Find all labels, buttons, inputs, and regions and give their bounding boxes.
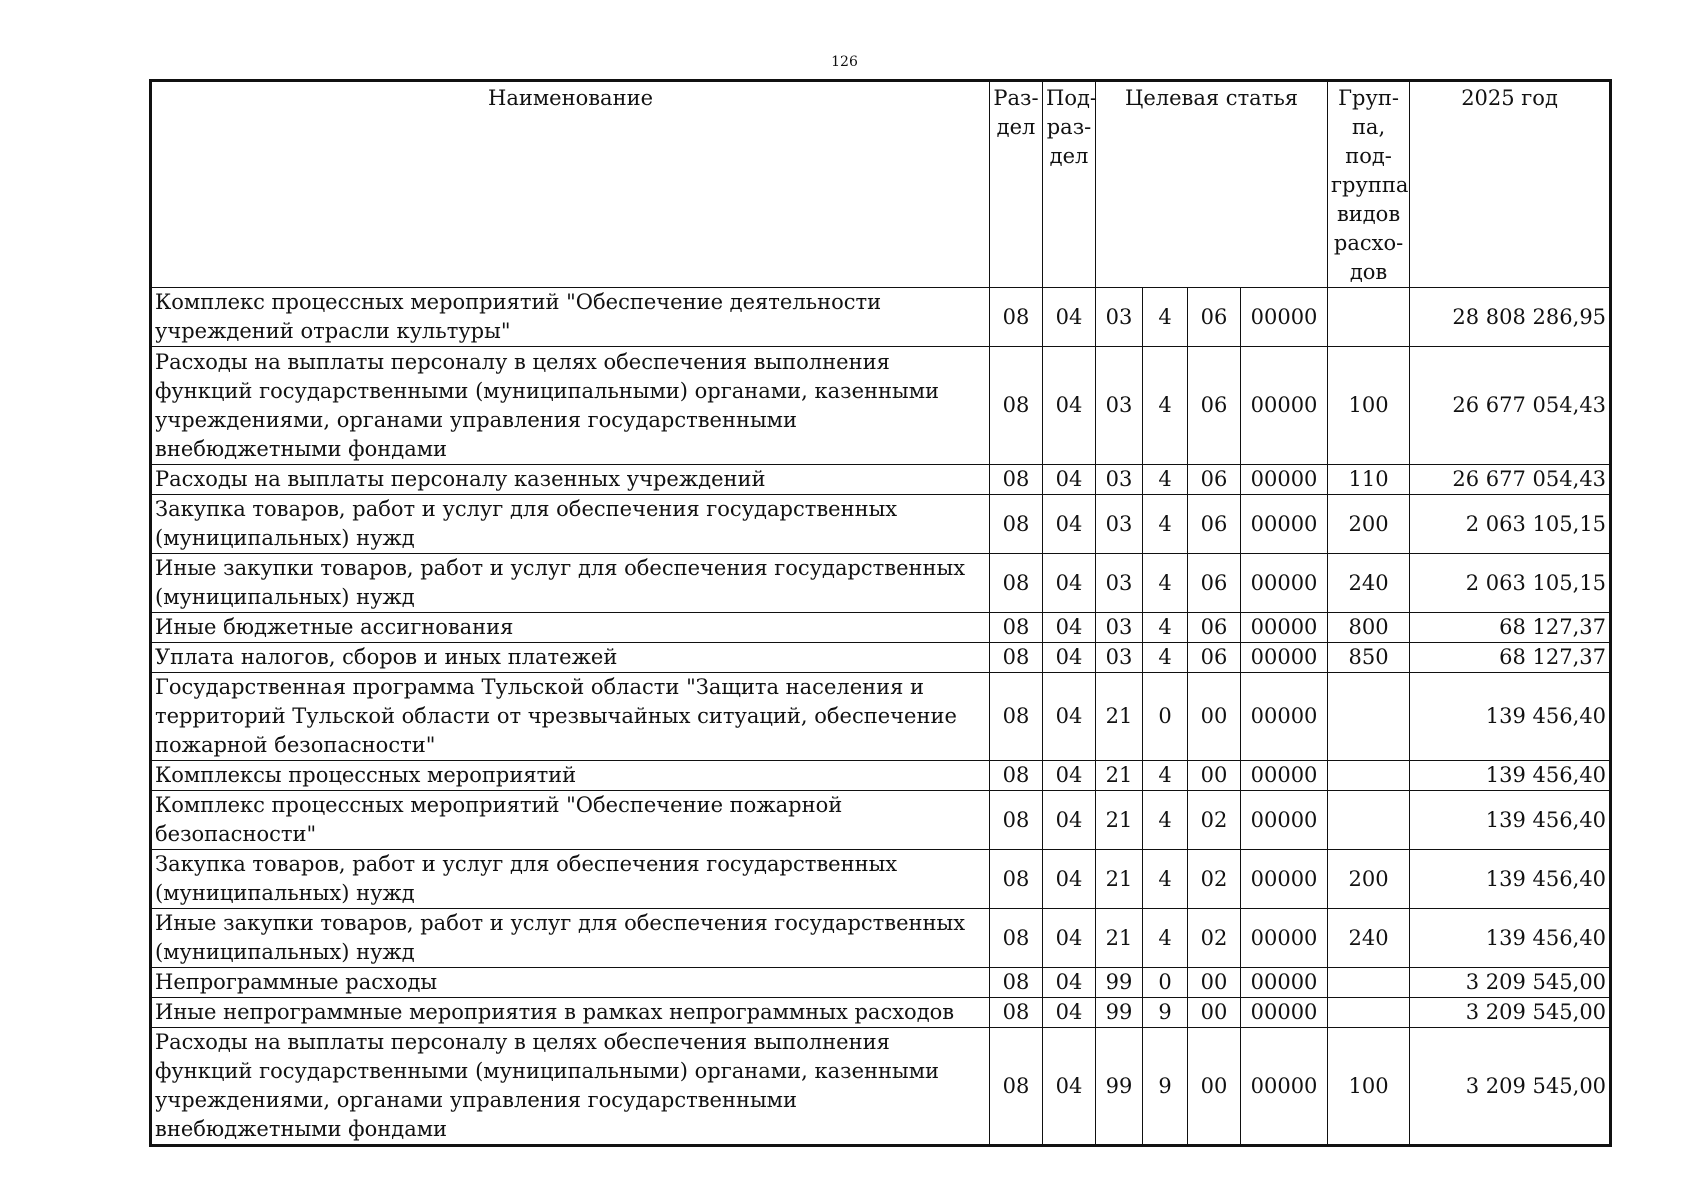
row-expense-group-cell	[1328, 968, 1410, 998]
row-target-direction-cell: 06	[1188, 643, 1241, 673]
row-target-type-cell: 4	[1143, 288, 1188, 347]
row-target-program-cell: 21	[1096, 791, 1143, 850]
row-target-type-cell: 4	[1143, 465, 1188, 495]
row-target-program-cell: 03	[1096, 347, 1143, 465]
row-target-type-cell: 4	[1143, 347, 1188, 465]
row-expense-group-cell: 200	[1328, 850, 1410, 909]
row-target-type-cell: 4	[1143, 761, 1188, 791]
table-row	[151, 643, 1611, 673]
row-target-program-cell: 03	[1096, 495, 1143, 554]
row-target-program-cell: 03	[1096, 288, 1143, 347]
row-target-type-cell: 9	[1143, 998, 1188, 1028]
row-expense-group-cell: 850	[1328, 643, 1410, 673]
row-section-cell: 08	[990, 761, 1043, 791]
row-section-cell: 08	[990, 495, 1043, 554]
table-row	[151, 761, 1611, 791]
table-row	[151, 791, 1611, 850]
row-section-cell: 08	[990, 554, 1043, 613]
row-target-program-cell: 99	[1096, 1028, 1143, 1146]
row-target-direction-cell: 02	[1188, 791, 1241, 850]
row-section-cell: 08	[990, 347, 1043, 465]
row-expense-group-cell	[1328, 288, 1410, 347]
row-section-cell: 08	[990, 288, 1043, 347]
row-target-type-cell: 4	[1143, 495, 1188, 554]
row-name-cell: Комплекс процессных мероприятий "Обеспечение деятельности учреждений отрасли культуры"	[151, 288, 990, 347]
row-target-code-cell: 00000	[1241, 998, 1328, 1028]
row-expense-group-cell: 240	[1328, 554, 1410, 613]
row-target-code-cell: 00000	[1241, 643, 1328, 673]
row-name-cell: Комплексы процессных мероприятий	[151, 761, 990, 791]
row-target-direction-cell: 06	[1188, 347, 1241, 465]
row-target-type-cell: 4	[1143, 791, 1188, 850]
row-amount-cell: 2 063 105,15	[1410, 554, 1611, 613]
row-amount-cell: 139 456,40	[1410, 791, 1611, 850]
row-target-program-cell: 21	[1096, 761, 1143, 791]
row-target-type-cell: 9	[1143, 1028, 1188, 1146]
row-target-code-cell: 00000	[1241, 554, 1328, 613]
row-amount-cell: 139 456,40	[1410, 673, 1611, 761]
table-row	[151, 613, 1611, 643]
row-target-program-cell: 21	[1096, 909, 1143, 968]
row-target-code-cell: 00000	[1241, 495, 1328, 554]
row-name-cell: Расходы на выплаты персоналу в целях обеспечения выполнения функций государственными (муниципальными) органами, казенными учреждениями, органами управления государственными внебюджетными фондами	[151, 1028, 990, 1146]
row-name-cell: Расходы на выплаты персоналу казенных учреждений	[151, 465, 990, 495]
row-section-cell: 08	[990, 998, 1043, 1028]
row-target-direction-cell: 02	[1188, 850, 1241, 909]
row-target-type-cell: 4	[1143, 554, 1188, 613]
row-subsection-cell: 04	[1043, 613, 1096, 643]
table-row	[151, 850, 1611, 909]
header-year: 2025 год	[1410, 81, 1611, 288]
table-row	[151, 347, 1611, 465]
row-target-code-cell: 00000	[1241, 465, 1328, 495]
row-target-type-cell: 4	[1143, 643, 1188, 673]
row-name-cell: Иные непрограммные мероприятия в рамках непрограммных расходов	[151, 998, 990, 1028]
row-expense-group-cell: 800	[1328, 613, 1410, 643]
row-target-direction-cell: 06	[1188, 554, 1241, 613]
row-amount-cell: 139 456,40	[1410, 761, 1611, 791]
row-subsection-cell: 04	[1043, 465, 1096, 495]
table-row	[151, 288, 1611, 347]
row-expense-group-cell: 100	[1328, 347, 1410, 465]
row-subsection-cell: 04	[1043, 761, 1096, 791]
table-row	[151, 554, 1611, 613]
row-expense-group-cell	[1328, 791, 1410, 850]
row-subsection-cell: 04	[1043, 1028, 1096, 1146]
row-target-direction-cell: 02	[1188, 909, 1241, 968]
row-target-direction-cell: 00	[1188, 761, 1241, 791]
row-target-code-cell: 00000	[1241, 613, 1328, 643]
header-expense-group: Груп- па, под- группа видов расхо- дов	[1328, 81, 1410, 288]
row-name-cell: Комплекс процессных мероприятий "Обеспечение пожарной безопасности"	[151, 791, 990, 850]
row-section-cell: 08	[990, 1028, 1043, 1146]
row-subsection-cell: 04	[1043, 998, 1096, 1028]
row-target-direction-cell: 06	[1188, 613, 1241, 643]
row-subsection-cell: 04	[1043, 968, 1096, 998]
row-expense-group-cell	[1328, 761, 1410, 791]
row-name-cell: Уплата налогов, сборов и иных платежей	[151, 643, 990, 673]
budget-table	[149, 79, 1612, 1147]
row-section-cell: 08	[990, 465, 1043, 495]
row-target-code-cell: 00000	[1241, 288, 1328, 347]
row-target-program-cell: 21	[1096, 850, 1143, 909]
row-section-cell: 08	[990, 909, 1043, 968]
row-target-program-cell: 03	[1096, 554, 1143, 613]
row-name-cell: Расходы на выплаты персоналу в целях обеспечения выполнения функций государственными (муниципальными) органами, казенными учреждениями, органами управления государственными внебюджетными фондами	[151, 347, 990, 465]
row-target-program-cell: 03	[1096, 613, 1143, 643]
row-target-program-cell: 99	[1096, 968, 1143, 998]
row-amount-cell: 2 063 105,15	[1410, 495, 1611, 554]
row-target-direction-cell: 00	[1188, 968, 1241, 998]
row-target-direction-cell: 00	[1188, 998, 1241, 1028]
row-subsection-cell: 04	[1043, 909, 1096, 968]
row-name-cell: Закупка товаров, работ и услуг для обеспечения государственных (муниципальных) нужд	[151, 850, 990, 909]
row-name-cell: Иные закупки товаров, работ и услуг для обеспечения государственных (муниципальных) нужд	[151, 554, 990, 613]
row-subsection-cell: 04	[1043, 554, 1096, 613]
row-amount-cell: 139 456,40	[1410, 909, 1611, 968]
row-target-direction-cell: 06	[1188, 288, 1241, 347]
row-expense-group-cell: 110	[1328, 465, 1410, 495]
row-target-direction-cell: 00	[1188, 673, 1241, 761]
row-target-program-cell: 21	[1096, 673, 1143, 761]
row-subsection-cell: 04	[1043, 495, 1096, 554]
row-name-cell: Закупка товаров, работ и услуг для обеспечения государственных (муниципальных) нужд	[151, 495, 990, 554]
table-row	[151, 1028, 1611, 1146]
row-target-code-cell: 00000	[1241, 761, 1328, 791]
row-target-code-cell: 00000	[1241, 673, 1328, 761]
table-row	[151, 998, 1611, 1028]
row-target-code-cell: 00000	[1241, 909, 1328, 968]
row-target-type-cell: 4	[1143, 909, 1188, 968]
row-target-type-cell: 4	[1143, 613, 1188, 643]
row-target-code-cell: 00000	[1241, 791, 1328, 850]
row-subsection-cell: 04	[1043, 850, 1096, 909]
table-row	[151, 465, 1611, 495]
row-amount-cell: 68 127,37	[1410, 643, 1611, 673]
row-name-cell: Государственная программа Тульской области "Защита населения и территорий Тульской области от чрезвычайных ситуаций, обеспечение пожарной безопасности"	[151, 673, 990, 761]
page-number: 126	[831, 54, 858, 70]
row-target-type-cell: 4	[1143, 850, 1188, 909]
row-amount-cell: 139 456,40	[1410, 850, 1611, 909]
table-row	[151, 673, 1611, 761]
row-subsection-cell: 04	[1043, 288, 1096, 347]
header-target-article: Целевая статья	[1096, 81, 1328, 288]
row-amount-cell: 68 127,37	[1410, 613, 1611, 643]
row-section-cell: 08	[990, 613, 1043, 643]
row-expense-group-cell: 100	[1328, 1028, 1410, 1146]
row-expense-group-cell	[1328, 673, 1410, 761]
row-target-code-cell: 00000	[1241, 850, 1328, 909]
header-section: Раз- дел	[990, 81, 1043, 288]
row-target-program-cell: 99	[1096, 998, 1143, 1028]
header-subsection: Под- раз- дел	[1043, 81, 1096, 288]
row-name-cell: Иные закупки товаров, работ и услуг для обеспечения государственных (муниципальных) нужд	[151, 909, 990, 968]
row-amount-cell: 28 808 286,95	[1410, 288, 1611, 347]
table-row	[151, 909, 1611, 968]
row-section-cell: 08	[990, 673, 1043, 761]
row-subsection-cell: 04	[1043, 643, 1096, 673]
row-target-type-cell: 0	[1143, 673, 1188, 761]
row-expense-group-cell	[1328, 998, 1410, 1028]
row-subsection-cell: 04	[1043, 673, 1096, 761]
row-target-code-cell: 00000	[1241, 1028, 1328, 1146]
row-section-cell: 08	[990, 643, 1043, 673]
row-amount-cell: 3 209 545,00	[1410, 1028, 1611, 1146]
row-amount-cell: 26 677 054,43	[1410, 465, 1611, 495]
row-target-program-cell: 03	[1096, 643, 1143, 673]
row-amount-cell: 3 209 545,00	[1410, 998, 1611, 1028]
row-section-cell: 08	[990, 791, 1043, 850]
row-subsection-cell: 04	[1043, 347, 1096, 465]
row-target-code-cell: 00000	[1241, 347, 1328, 465]
row-expense-group-cell: 240	[1328, 909, 1410, 968]
row-subsection-cell: 04	[1043, 791, 1096, 850]
row-name-cell: Непрограммные расходы	[151, 968, 990, 998]
table-header-row	[151, 81, 1611, 288]
header-name: Наименование	[151, 81, 990, 288]
row-amount-cell: 3 209 545,00	[1410, 968, 1611, 998]
row-target-direction-cell: 06	[1188, 465, 1241, 495]
row-target-type-cell: 0	[1143, 968, 1188, 998]
row-target-direction-cell: 06	[1188, 495, 1241, 554]
row-name-cell: Иные бюджетные ассигнования	[151, 613, 990, 643]
table-body	[151, 288, 1611, 1146]
row-section-cell: 08	[990, 850, 1043, 909]
row-amount-cell: 26 677 054,43	[1410, 347, 1611, 465]
table-row	[151, 968, 1611, 998]
row-expense-group-cell: 200	[1328, 495, 1410, 554]
row-section-cell: 08	[990, 968, 1043, 998]
row-target-direction-cell: 00	[1188, 1028, 1241, 1146]
row-target-program-cell: 03	[1096, 465, 1143, 495]
row-target-code-cell: 00000	[1241, 968, 1328, 998]
table-row	[151, 495, 1611, 554]
